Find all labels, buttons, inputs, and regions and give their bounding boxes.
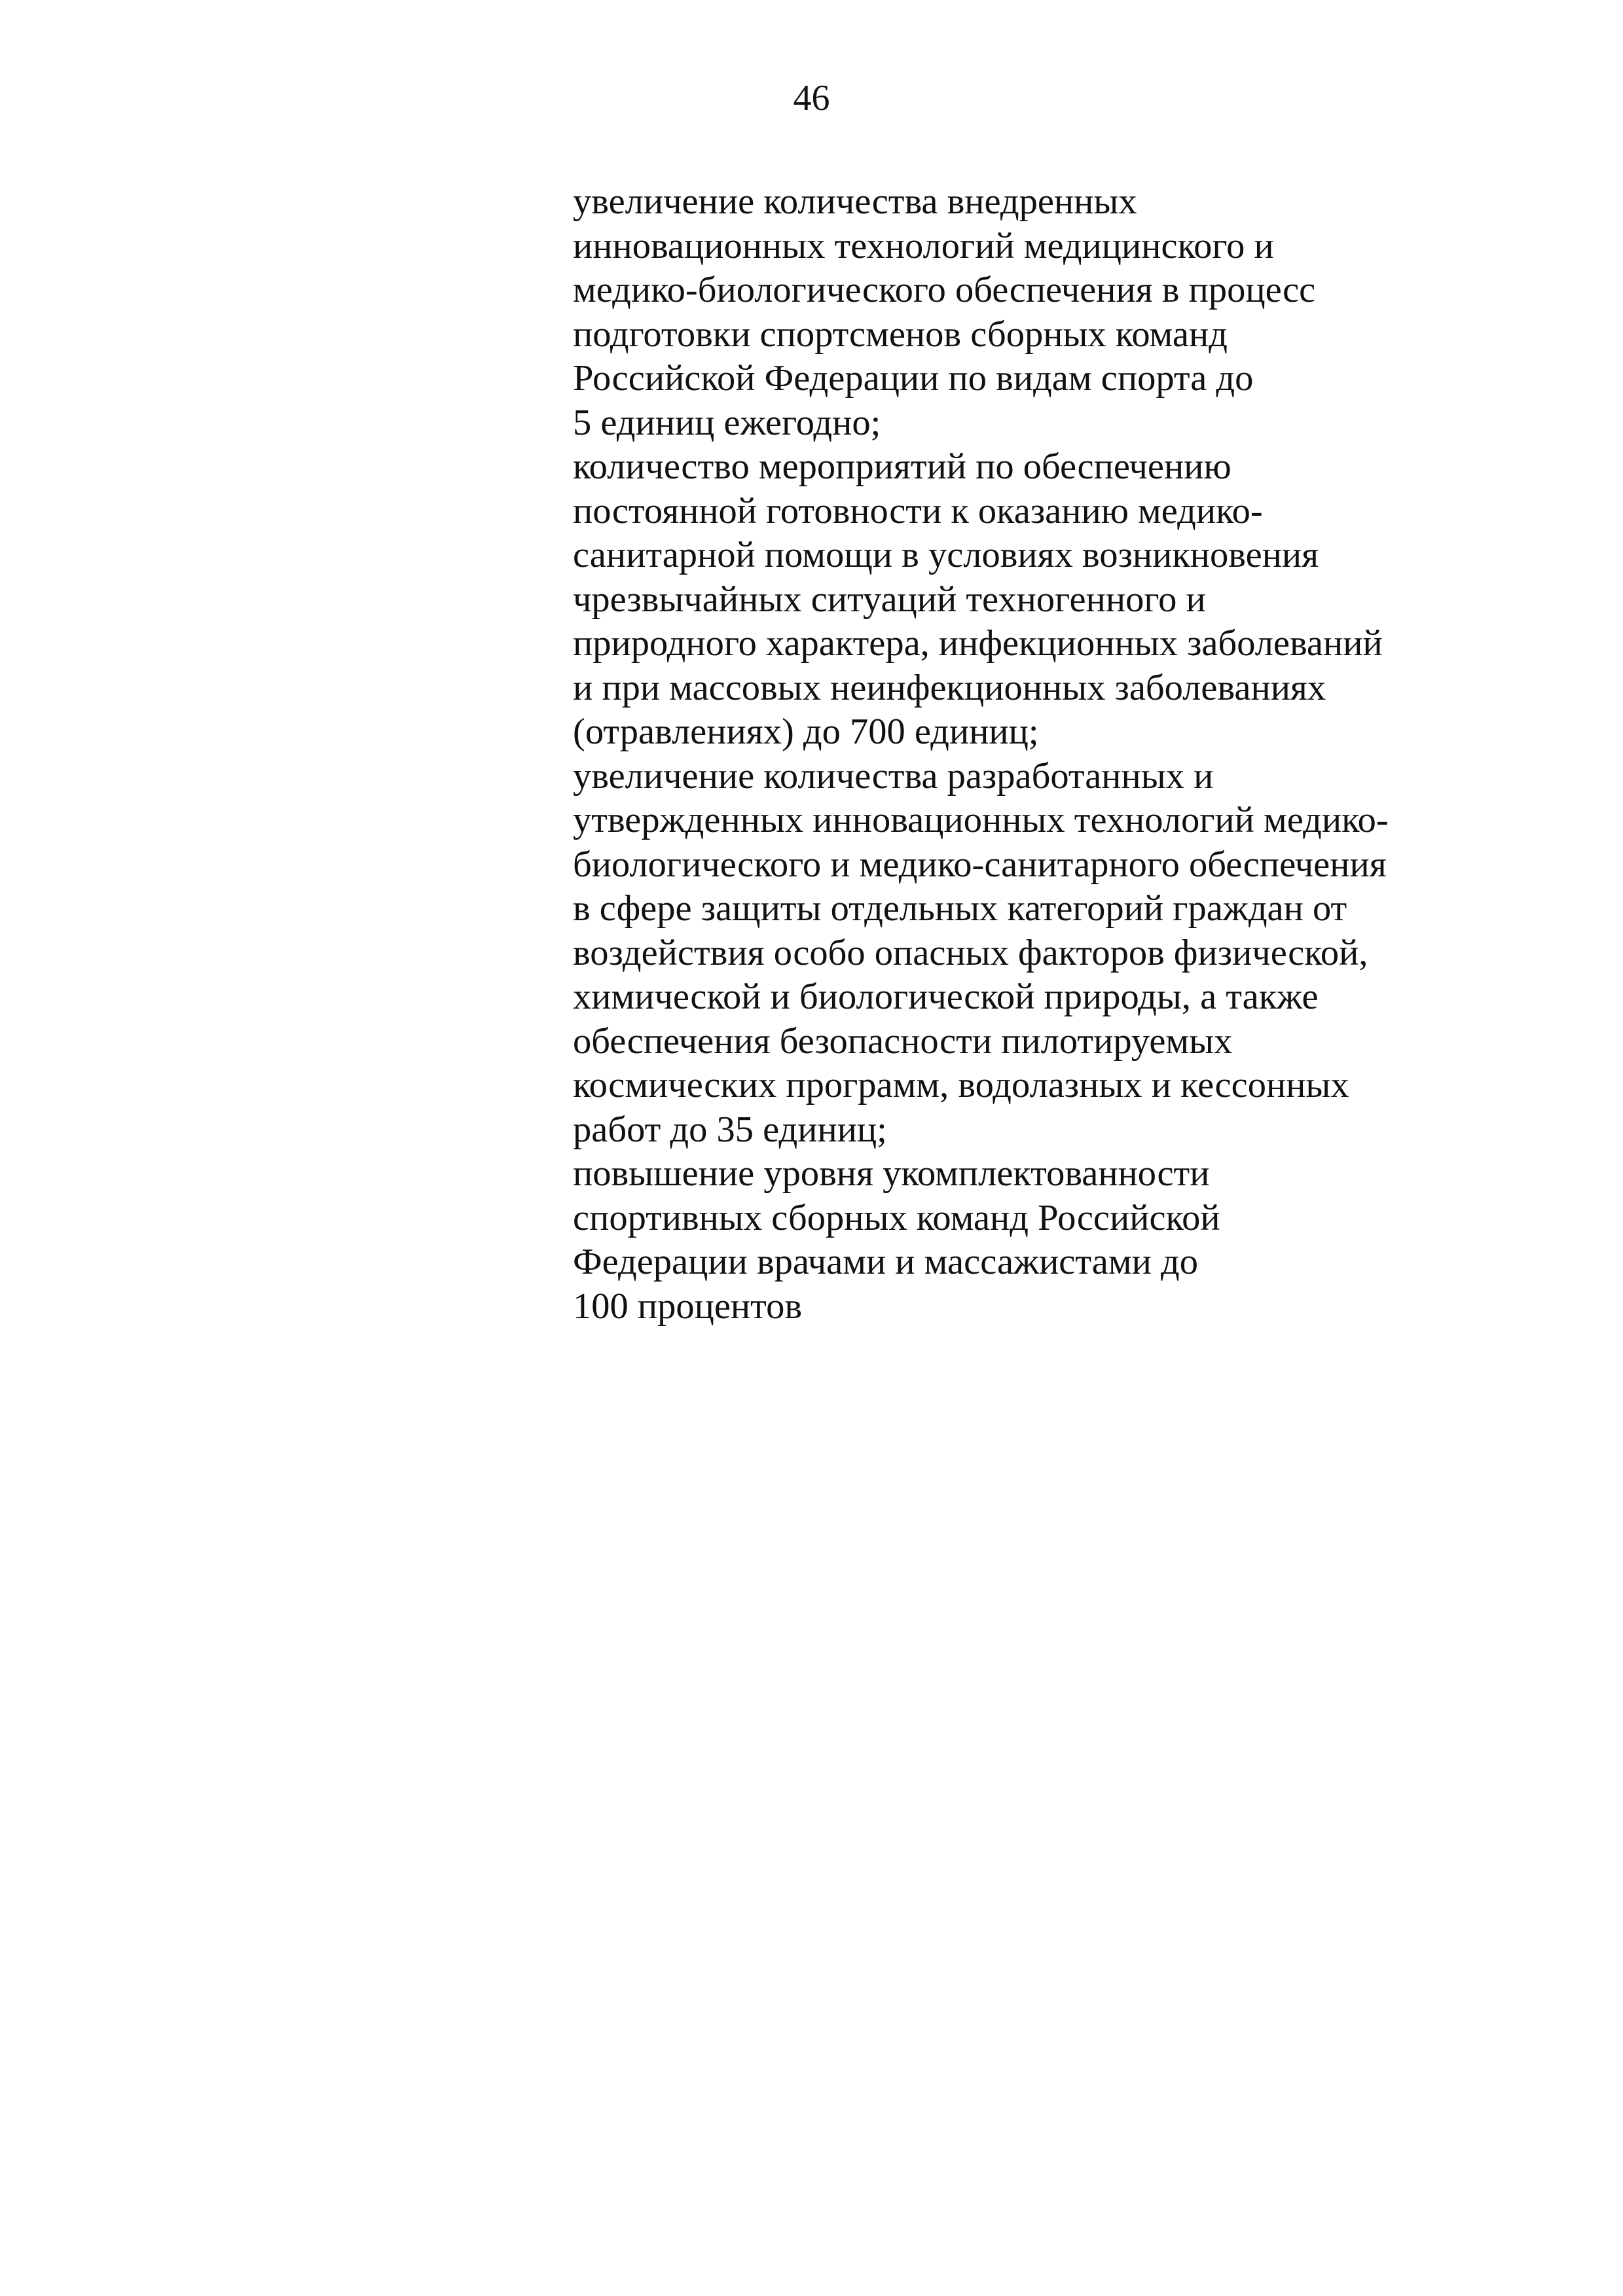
text-line: санитарной помощи в условиях возникновения: [573, 535, 1319, 575]
text-line: и при массовых неинфекционных заболеваниях: [573, 667, 1326, 708]
text-line: подготовки спортсменов сборных команд: [573, 314, 1228, 355]
text-line: воздействия особо опасных факторов физической,: [573, 932, 1368, 973]
text-line: космических программ, водолазных и кессонных: [573, 1065, 1349, 1105]
text-line: 100 процентов: [573, 1285, 803, 1327]
text-line: спортивных сборных команд Российской: [573, 1197, 1220, 1238]
text-line: Федерации врачами и массажистами до: [573, 1242, 1198, 1282]
text-line: утвержденных инновационных технологий медико-: [573, 800, 1389, 840]
text-line: Российской Федерации по видам спорта до: [573, 358, 1254, 399]
text-line: природного характера, инфекционных заболеваний: [573, 623, 1383, 664]
text-line: в сфере защиты отдельных категорий граждан от: [573, 888, 1347, 929]
text-line: химической и биологической природы, а также: [573, 977, 1319, 1017]
text-line: (отравлениях) до 700 единиц;: [573, 711, 1039, 752]
text-line: 5 единиц ежегодно;: [573, 402, 881, 443]
page-number: 46: [793, 78, 830, 118]
text-line: количество мероприятий по обеспечению: [573, 446, 1231, 487]
text-line: увеличение количества разработанных и: [573, 755, 1214, 797]
body-text: [573, 180, 1555, 1329]
text-line: постоянной готовности к оказанию медико-: [573, 490, 1263, 531]
text-line: медико-биологического обеспечения в процесс: [573, 270, 1316, 310]
text-line: повышение уровня укомплектованности: [573, 1153, 1210, 1194]
text-line: чрезвычайных ситуаций техногенного и: [573, 579, 1206, 620]
text-line: работ до 35 единиц;: [573, 1109, 887, 1150]
text-line: биологического и медико-санитарного обеспечения: [573, 844, 1387, 885]
text-line: инновационных технологий медицинского и: [573, 225, 1274, 266]
text-line: обеспечения безопасности пилотируемых: [573, 1020, 1233, 1062]
text-line: увеличение количества внедренных: [573, 181, 1137, 222]
